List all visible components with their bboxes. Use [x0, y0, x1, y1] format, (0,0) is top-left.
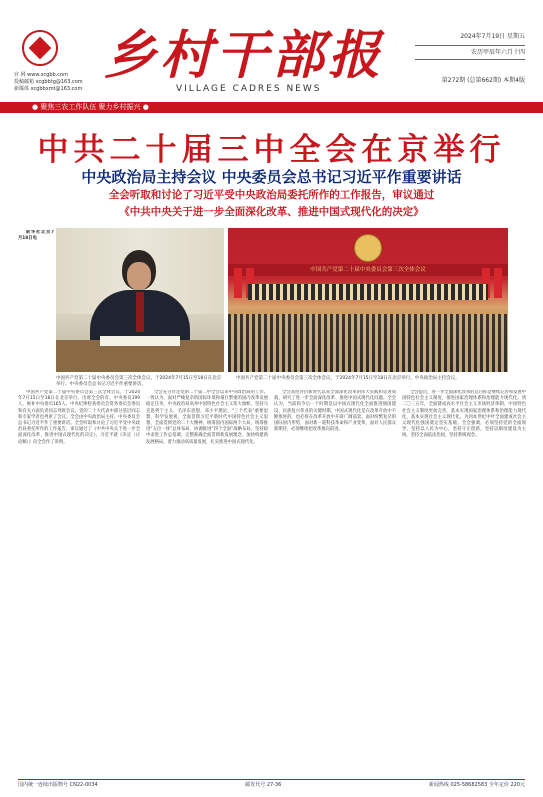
footer-serial: 国内统一连续出版物号 CN22-0034 [18, 782, 98, 788]
article-body [18, 230, 528, 770]
article-column-2 [146, 390, 268, 770]
article-column-4 [402, 390, 526, 770]
main-headline[interactable]: 中共二十届三中全会在京举行 [37, 132, 506, 168]
deck-line-2: 《中共中央关于进一步全面深化改革、推进中国式现代化的决定》 [119, 206, 424, 218]
url-line-website[interactable]: 官 网 www.xcgbb.com [14, 72, 68, 78]
article-column-3 [274, 390, 396, 770]
subheadline: 中央政治局主持会议 中央委员会总书记习近平作重要讲话 [81, 168, 462, 186]
masthead [0, 0, 543, 102]
slogan-bar: ● 聚焦三农工作队伍 聚力乡村振兴 ● [0, 102, 543, 113]
issue-date: 2024年7月19日 星期五 [460, 33, 525, 40]
dateline: 新华社北京7月18日电 [18, 230, 54, 242]
photo-caption-right: 中国共产党第二十届中央委员会第三次全体会议，于2024年7月15日至18日在北京举行。中央政治局主持会议。 [236, 376, 460, 381]
footer-postal-code: 邮发代号 27-36 [245, 782, 282, 788]
article-column-1b [18, 390, 140, 770]
hall-banner: 中国共产党第二十届中央委员会第三次全体会议 [228, 264, 508, 276]
paragraph: 全会充分肯定党的二十届二中全会以来中央政治局的工作。一致认为，面对严峻复杂的国际环境和艰巨繁重的国内改革发展稳定任务，中央政治局高举中国特色社会主义伟大旗帜，坚持马克思列宁主义、毛泽东思想、邓小平理论、“三个代表”重要思想、科学发展观，全面贯彻习近平新时代中国特色社会主义思想，全面贯彻党的二十大精神，统筹国内国际两个大局，统筹推进“五位一体”总体布局、协调推进“四个全面”战略布局，坚持稳中求进工作总基调，完整准确全面贯彻新发展理念，加快构建新发展格局，着力推动高质量发展，扎实推进中国式现代化。 [146, 390, 268, 445]
paragraph: 全会提出，进一步全面深化改革的总目标是继续完善和发展中国特色社会主义制度，推进国家治理体系和治理能力现代化。到二〇三五年，全面建成高水平社会主义市场经济体制，中国特色社会主义制度更加完善，基本实现国家治理体系和治理能力现代化，基本实现社会主义现代化，为到本世纪中叶全面建成社会主义现代化强国奠定坚实基础。全会强调，必须坚持党的全面领导，坚持以人民为中心，坚持守正创新，坚持以制度建设为主线，坚持全面依法治国，坚持系统观念。 [402, 390, 526, 439]
newspaper-title: 乡村干部报 [104, 25, 385, 86]
issue-number: 第272期 (总第662期) 本期4版 [441, 77, 525, 84]
newspaper-title-english: VILLAGE CADRES NEWS [176, 84, 322, 94]
page-footer [18, 779, 525, 790]
paragraph: 中国共产党第二十届中央委员会第三次全体会议，于2024年7月15日至18日在北京举行。出席全会的有，中央委员199人，候补中央委员165人。中央纪律检查委员会常务委员会委员和有关方面负责同志列席会议。党的二十大代表中部分基层同志和专家学者也列席了会议。全会由中央政治局主持。中央委员会总书记习近平作了重要讲话。全会听取和讨论了习近平受中央政治局委托所作的工作报告，审议通过了《中共中央关于进一步全面深化改革、推进中国式现代化的决定》。习近平就《决定（讨论稿）》向全会作了说明。 [18, 390, 140, 445]
url-line-submit-email[interactable]: 投稿邮箱 xcgbbtg@163.com [14, 79, 83, 85]
lunar-date: 农历甲辰年六月十四 [415, 45, 525, 60]
url-line-media-email[interactable]: 新媒体 xcgbbxmt@163.com [14, 86, 83, 92]
photo-caption-left: 中国共产党第二十届中央委员会第三次全体会议，于2024年7月15日至18日在北京举行。中央委员会总书记习近平作重要讲话。 [56, 376, 222, 387]
deck-line-1: 全会听取和讨论了习近平受中央政治局委托所作的工作报告，审议通过 [108, 189, 435, 201]
issue-info [415, 32, 525, 85]
contact-block [14, 72, 83, 93]
paragraph: 全会高度评价新时代以来全面深化改革的伟大实践和显著成就，研究了进一步全面深化改革、推进中国式现代化问题。全会认为，当前和今后一个时期是以中国式现代化全面推进强国建设、民族复兴伟业的关键时期。中国式现代化是在改革开放中不断推进的，也必将在改革开放中开辟广阔前景。面对纷繁复杂的国际国内形势，面对新一轮科技革命和产业变革，面对人民群众新期待，必须继续把改革推向前进。 [274, 390, 396, 433]
newspaper-emblem-icon [22, 30, 58, 66]
footer-hotline: 新闻热线 025-58682583 全年定价 220元 [428, 782, 525, 788]
